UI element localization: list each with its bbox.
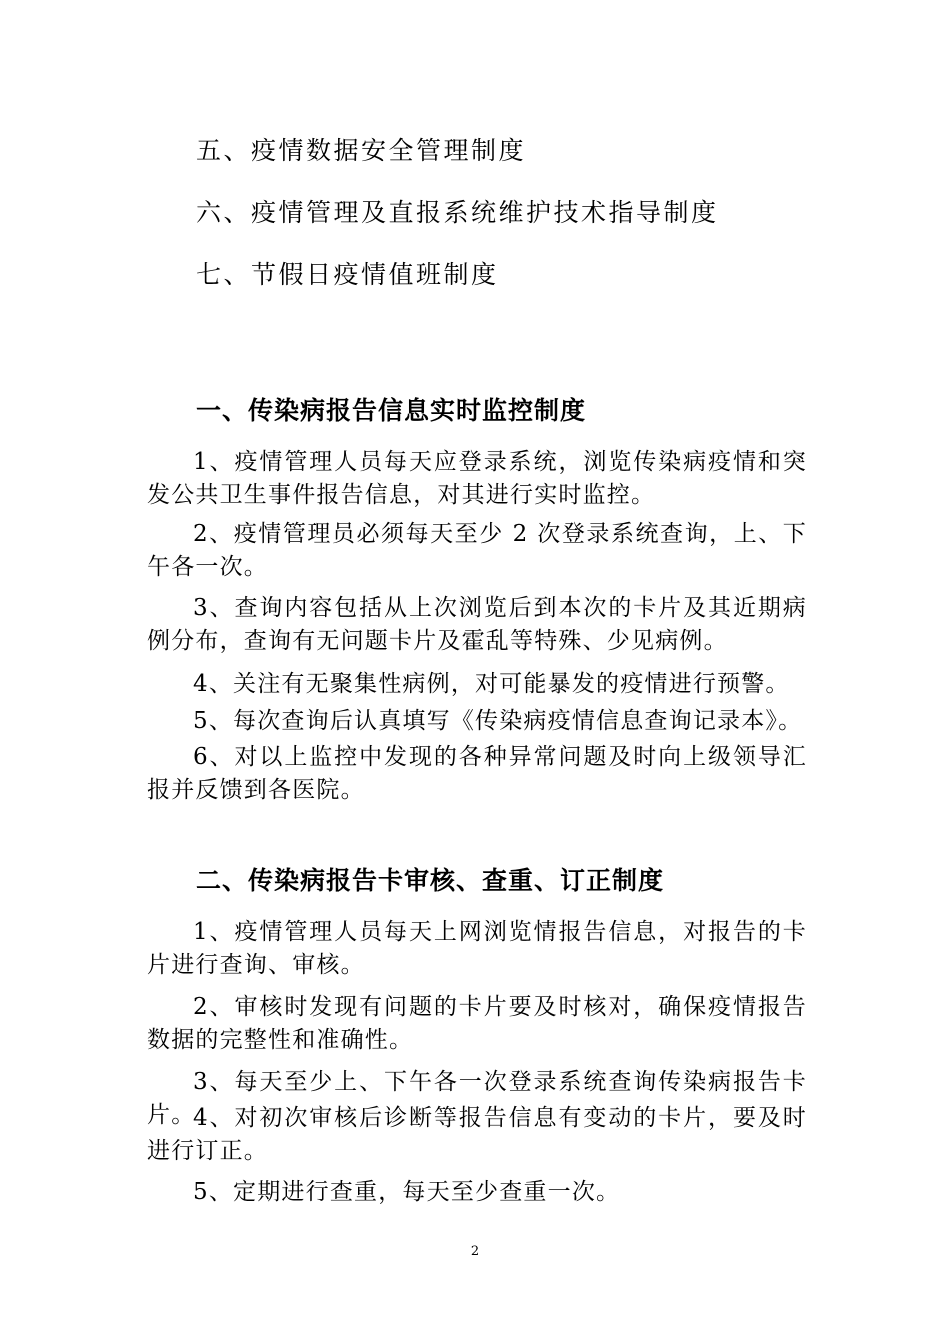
section-2-paragraph-1: 1、疫情管理人员每天上网浏览情报告信息，对报告的卡片进行查询、审核。: [147, 919, 807, 978]
section-2-heading: 二、传染病报告卡审核、查重、订正制度: [196, 866, 665, 895]
section-2-paragraph-4: 4、对初次审核后诊断等报告信息有变动的卡片，要及时进行订正。: [147, 1105, 807, 1164]
section-2-paragraph-2: 2、审核时发现有问题的卡片要及时核对，确保疫情报告数据的完整性和准确性。: [147, 994, 807, 1053]
section-1-paragraph-3: 3、查询内容包括从上次浏览后到本次的卡片及其近期病例分布，查询有无问题卡片及霍乱等特殊、少见病例。: [147, 595, 807, 654]
section-1-paragraph-4: 4、关注有无聚集性病例，对可能暴发的疫情进行预警。: [193, 671, 790, 697]
section-2-paragraph-5: 5、定期进行查重，每天至少查重一次。: [193, 1179, 621, 1205]
section-2-paragraph-3: 3、每天至少上、下午各一次登录系统查询传染病报告卡片。: [147, 1069, 807, 1128]
toc-item-6: 六、疫情管理及直报系统维护技术指导制度: [196, 198, 719, 227]
section-1-paragraph-6: 6、对以上监控中发现的各种异常问题及时向上级领导汇报并反馈到各医院。: [147, 744, 807, 803]
toc-item-5: 五、疫情数据安全管理制度: [196, 136, 527, 165]
page-number: 2: [470, 1244, 480, 1259]
toc-item-7: 七、节假日疫情值班制度: [196, 260, 499, 289]
section-1-heading: 一、传染病报告信息实时监控制度: [196, 396, 587, 425]
section-1-paragraph-1: 1、疫情管理人员每天应登录系统，浏览传染病疫情和突发公共卫生事件报告信息，对其进行实时监控。: [147, 449, 807, 508]
section-1-paragraph-5: 5、每次查询后认真填写《传染病疫情信息查询记录本》。: [193, 708, 803, 734]
section-1-paragraph-2: 2、疫情管理员必须每天至少 2 次登录系统查询，上、下午各一次。: [147, 521, 807, 580]
